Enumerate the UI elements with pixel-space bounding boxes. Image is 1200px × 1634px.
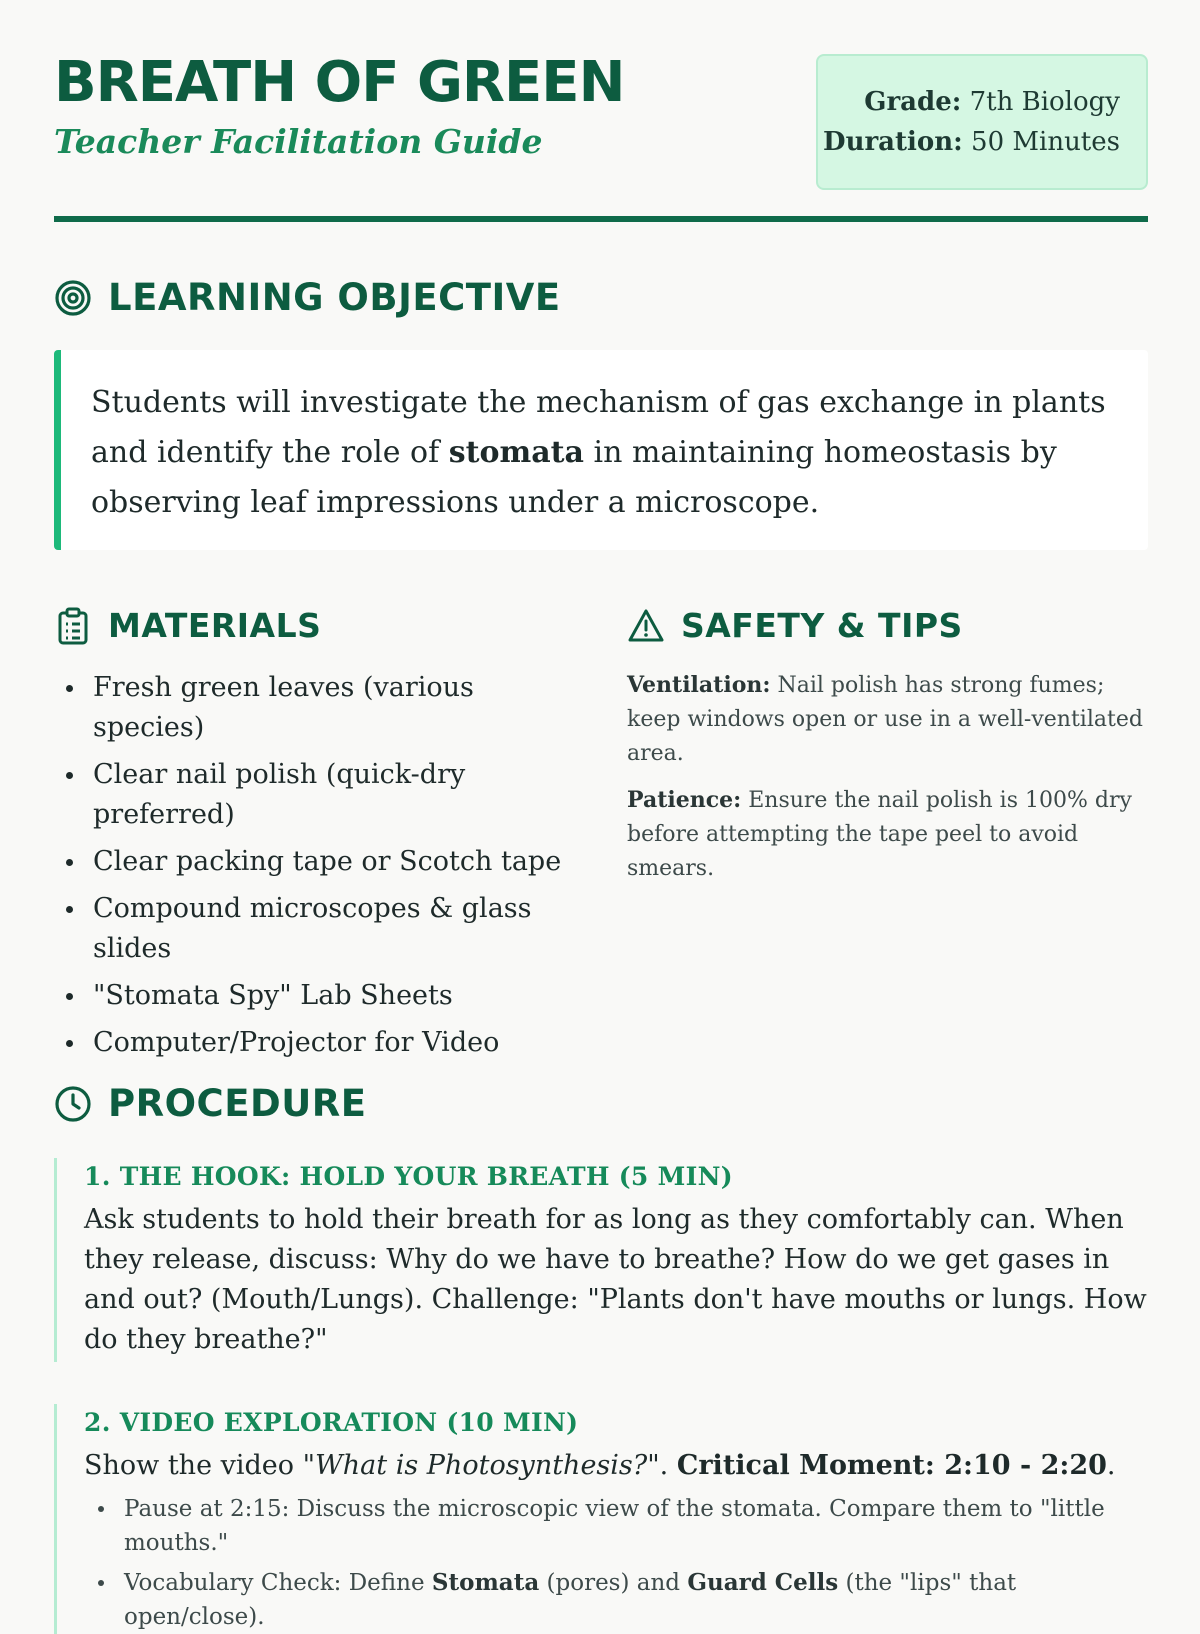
page-title: BREATH OF GREEN bbox=[54, 50, 625, 115]
duration-line bbox=[818, 122, 1120, 162]
procedure-step-hook bbox=[54, 1158, 1148, 1362]
procedure-heading bbox=[54, 1082, 367, 1125]
step-text-start: Show the video bbox=[84, 1450, 303, 1481]
list-item: "Stomata Spy" Lab Sheets bbox=[54, 976, 564, 1016]
objective-heading-label: LEARNING OBJECTIVE bbox=[108, 276, 561, 319]
step-text-end: . bbox=[1106, 1450, 1116, 1481]
page-subtitle: Teacher Facilitation Guide bbox=[54, 122, 543, 161]
step-text bbox=[84, 1446, 1148, 1486]
vocab-term-stomata: Stomata bbox=[431, 1569, 540, 1596]
list-item: Compound microscopes & glass slides bbox=[54, 889, 564, 969]
step-title: 2. VIDEO EXPLORATION (10 MIN) bbox=[84, 1408, 579, 1437]
list-item: Clear packing tape or Scotch tape bbox=[54, 842, 564, 882]
header bbox=[54, 0, 1148, 224]
grade-value: 7th Biology bbox=[969, 87, 1120, 117]
vocab-term-guard-cells: Guard Cells bbox=[687, 1569, 839, 1596]
tip-text: Nail polish has strong fumes; keep windows open or use in a well-ventilated area. bbox=[627, 673, 1143, 766]
procedure-step-video bbox=[54, 1404, 1148, 1634]
safety-heading-label: SAFETY & TIPS bbox=[681, 606, 963, 645]
step-title: 1. THE HOOK: HOLD YOUR BREATH (5 MIN) bbox=[84, 1162, 733, 1191]
duration-label: Duration: bbox=[823, 127, 963, 157]
vocab-text-end: (the "lips" that open/close). bbox=[124, 1570, 1017, 1630]
clipboard-icon bbox=[54, 607, 92, 645]
list-item: Clear nail polish (quick-dry preferred) bbox=[54, 755, 564, 835]
target-icon bbox=[54, 279, 92, 317]
safety-heading bbox=[627, 606, 963, 645]
lesson-guide-page bbox=[54, 0, 1148, 1630]
list-item: Fresh green leaves (various species) bbox=[54, 668, 564, 748]
objective-box bbox=[54, 350, 1148, 550]
grade-line bbox=[818, 82, 1120, 122]
materials-list bbox=[54, 668, 564, 1070]
grade-label: Grade: bbox=[864, 87, 962, 117]
critical-moment: Critical Moment: 2:10 - 2:20 bbox=[676, 1450, 1107, 1481]
safety-tip-ventilation bbox=[627, 668, 1149, 771]
warning-icon bbox=[627, 607, 665, 645]
materials-heading bbox=[54, 606, 321, 645]
materials-heading-label: MATERIALS bbox=[108, 606, 322, 645]
vocab-text-mid: (pores) and bbox=[539, 1570, 688, 1596]
vocab-text-start: Vocabulary Check: Define bbox=[124, 1570, 432, 1596]
video-title: "What is Photosynthesis?" bbox=[302, 1450, 660, 1481]
procedure-heading-label: PROCEDURE bbox=[108, 1082, 367, 1125]
step-text: Ask students to hold their breath for as long as they comfortably can. When they release, discuss: Why do we have to breathe? How do we get gases in and out? (Mouth/Lungs). Challenge: "Plants don't have mouths or lungs. How do they breathe?" bbox=[84, 1204, 1147, 1355]
list-item: Pause at 2:15: Discuss the microscopic view of the stomata. Compare them to "little mouths." bbox=[84, 1492, 1148, 1560]
tip-text: Ensure the nail polish is 100% dry before attempting the tape peel to avoid smears. bbox=[627, 788, 1132, 881]
list-item: Computer/Projector for Video bbox=[54, 1023, 564, 1063]
step-text-sep: . bbox=[659, 1450, 677, 1481]
objective-heading bbox=[54, 276, 561, 319]
clock-icon bbox=[54, 1085, 92, 1123]
list-item bbox=[84, 1566, 1148, 1634]
tip-label: Ventilation: bbox=[627, 672, 771, 698]
lesson-meta-box bbox=[816, 54, 1148, 190]
safety-tip-patience bbox=[627, 783, 1149, 886]
tip-label: Patience: bbox=[627, 787, 742, 813]
step-bullets bbox=[84, 1492, 1148, 1634]
header-divider bbox=[54, 216, 1148, 222]
duration-value: 50 Minutes bbox=[971, 127, 1120, 157]
safety-tips bbox=[627, 668, 1149, 898]
objective-text-start: Students will investigate the mechanism of gas exchange in plants and identify the role of bbox=[91, 385, 1106, 470]
objective-text-end: in maintaining homeostasis by observing leaf impressions under a microscope. bbox=[91, 435, 1057, 520]
objective-keyword: stomata bbox=[448, 435, 584, 470]
